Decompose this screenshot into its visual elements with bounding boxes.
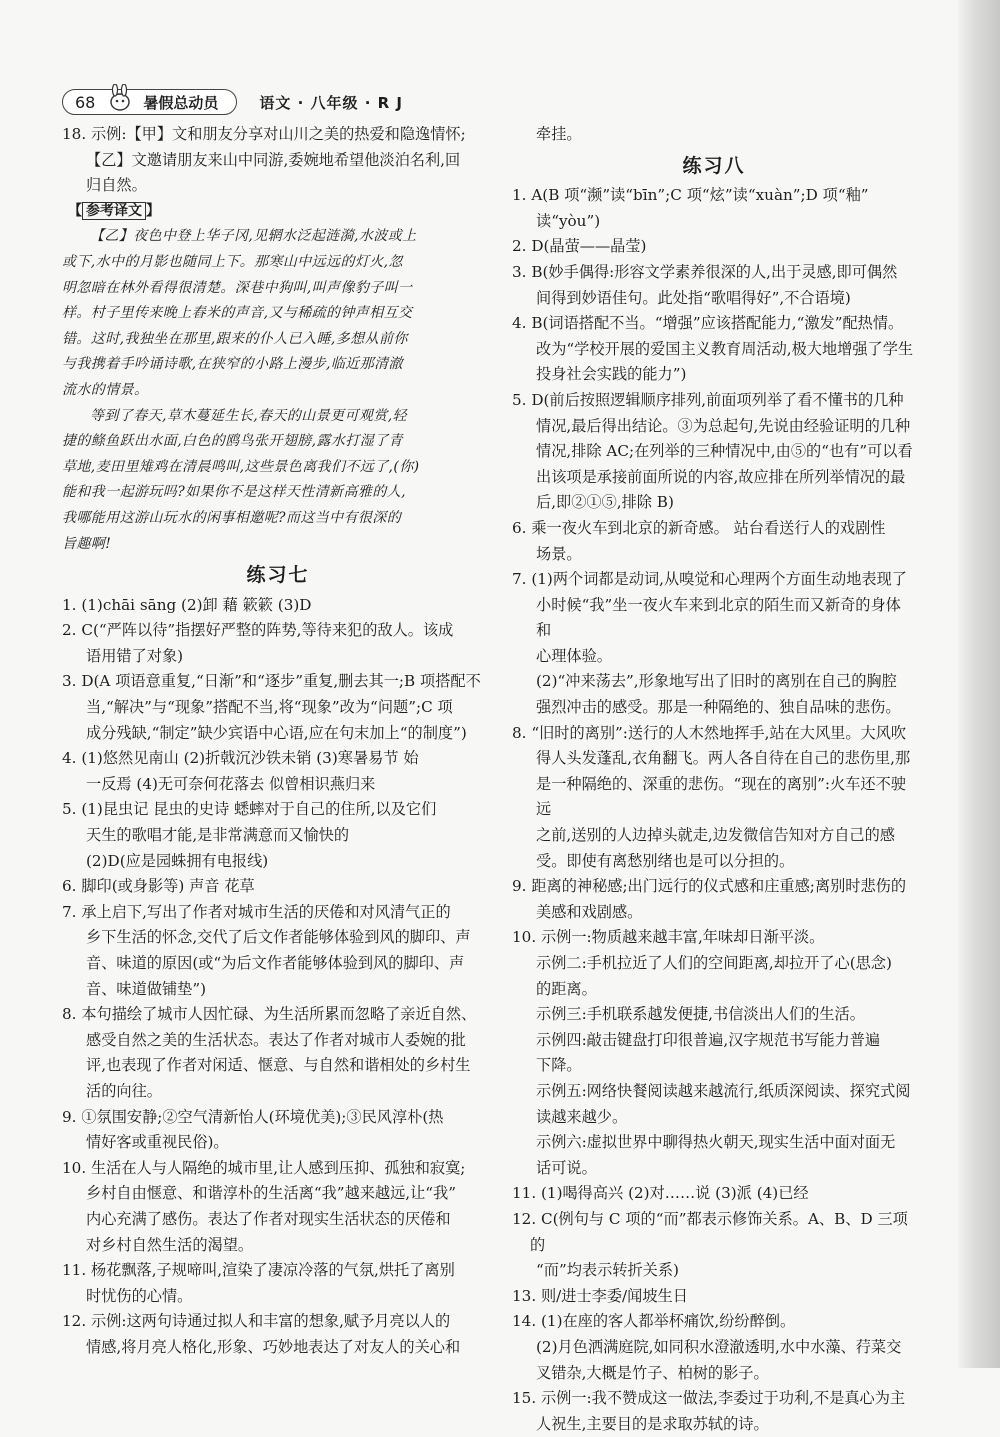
answer-8-15: 15. 示例一:我不赞成这一做法,李委过于功利,不是真心为主 bbox=[512, 1389, 906, 1408]
answer-7-6: 6. 脚印(或身影等) 声音 花草 bbox=[62, 877, 255, 896]
answer-7-5-cont: (2)D(应是园蛛拥有电报线) bbox=[86, 851, 269, 870]
answer-8-10-cont: 话可说。 bbox=[536, 1158, 597, 1177]
answer-8-10-cont: 示例二:手机拉近了人们的空间距离,却拉开了心(思念) bbox=[536, 954, 892, 972]
answer-8-3: 3. B(妙手偶得:形容文学素养很深的人,出于灵感,即可偶然 bbox=[512, 262, 898, 281]
section-title-8: 练习八 bbox=[682, 154, 746, 177]
answer-8-6: 6. 乘一夜火车到北京的新奇感。 站台看送行人的戏剧性 bbox=[512, 518, 886, 537]
translation-line: 明忽暗在林外看得很清楚。深巷中狗叫,叫声像豹子叫一 bbox=[62, 279, 413, 296]
answer-8-8-cont: 得人头发蓬乱,衣角翻飞。两人各自待在自己的悲伤里,那 bbox=[536, 749, 911, 768]
translation-line: 我哪能用这游山玩水的闲事相邀呢?而这当中有很深的 bbox=[62, 509, 402, 526]
answer-8-11: 11. (1)喝得高兴 (2)对……说 (3)派 (4)已经 bbox=[512, 1184, 809, 1203]
answer-8-10-cont: 示例四:敲击键盘打印很普遍,汉字规范书写能力普遍 bbox=[536, 1030, 881, 1049]
answer-7-2: 2. C(“严阵以待”指摆好严整的阵势,等待来犯的敌人。该成 bbox=[62, 621, 454, 640]
answer-7-2-cont: 语用错了对象) bbox=[86, 646, 184, 665]
answer-8-7: 7. (1)两个词都是动词,从嗅觉和心理两个方面生动地表现了 bbox=[512, 570, 907, 589]
answer-8-3-cont: 间得到妙语佳句。此处指“歌唱得好”,不合语境) bbox=[536, 288, 851, 307]
answer-7-9-cont: 情好客或重视民俗)。 bbox=[86, 1133, 229, 1152]
answer-8-7-cont: 强烈冲击的感受。那是一种隔绝的、独自品味的悲伤。 bbox=[536, 698, 901, 717]
answer-8-10-cont: 下降。 bbox=[536, 1056, 582, 1075]
answer-8-5-cont: 情况,排除 AC;在列举的三种情况中,由⑤的“也有”可以看 bbox=[536, 442, 913, 461]
answer-8-10-cont: 的距离。 bbox=[536, 979, 597, 998]
answer-8-5-cont: 出该项是承接前面所说的内容,故应排在所列举情况的最 bbox=[536, 467, 906, 486]
translation-line: 草地,麦田里雉鸡在清晨鸣叫,这些景色离我们不远了,(你) bbox=[62, 458, 420, 475]
brand-title: 暑假总动员 bbox=[143, 93, 219, 112]
answer-7-10-cont: 内心充满了感伤。表达了作者对现实生活状态的厌倦和 bbox=[86, 1209, 451, 1228]
answer-7-11: 11. 杨花飘落,子规啼叫,渲染了凄凉冷落的气氛,烘托了离别 bbox=[62, 1261, 455, 1280]
translation-line: 错。这时,我独坐在那里,跟来的仆人已入睡,多想从前你 bbox=[62, 330, 408, 347]
answer-8-1: 1. A(B 项“濒”读“bīn”;C 项“炫”读“xuàn”;D 项“釉” bbox=[512, 186, 869, 205]
answer-8-7-cont: 心理体验。 bbox=[536, 646, 612, 665]
answer-7-4: 4. (1)悠然见南山 (2)折戟沉沙铁未销 (3)寒暑易节 始 bbox=[62, 749, 419, 768]
left-column bbox=[62, 122, 494, 1361]
answer-8-8-cont: 是一种隔绝的、深重的悲伤。“现在的离别”:火车还不驶远 bbox=[536, 774, 906, 819]
answer-8-5-cont: 后,即②①⑤,排除 B) bbox=[536, 493, 674, 512]
answer-7-9: 9. ①氛围安静;②空气清新怡人(环境优美);③民风淳朴(热 bbox=[62, 1107, 444, 1126]
answer-7-8: 8. 本句描绘了城市人因忙碌、为生活所累而忽略了亲近自然、 bbox=[62, 1005, 477, 1024]
subject-label: 语文 · 八年级 · R J bbox=[259, 93, 404, 112]
answer-7-12-end: 牵挂。 bbox=[536, 125, 582, 143]
answer-7-3: 3. D(A 项语意重复,“日渐”和“逐步”重复,删去其一;B 项搭配不 bbox=[62, 672, 481, 691]
answer-8-10-cont: 示例五:网络快餐阅读越来越流行,纸质深阅读、探究式阅 bbox=[536, 1081, 911, 1100]
translation-line: 能和我一起游玩吗?如果你不是这样天性清新高雅的人, bbox=[62, 484, 406, 501]
answer-8-14-cont: 叉错杂,大概是竹子、柏树的影子。 bbox=[536, 1363, 769, 1382]
answer-7-7-cont: 乡下生活的怀念,交代了后文作者能够体验到风的脚印、声 bbox=[86, 928, 471, 947]
answer-8-14-cont: (2)月色洒满庭院,如同积水澄澈透明,水中水藻、荇菜交 bbox=[536, 1337, 902, 1356]
reference-translation-label: 【 参考译文 】 bbox=[68, 202, 160, 219]
answer-8-9-cont: 美感和戏剧感。 bbox=[536, 902, 643, 921]
answer-7-5: 5. (1)昆虫记 昆虫的史诗 蟋蟀对于自己的住所,以及它们 bbox=[62, 800, 437, 819]
answer-8-7-cont: (2)“冲来荡去”,形象地写出了旧时的离别在自己的胸腔 bbox=[536, 672, 897, 691]
answer-7-7-cont: 音、味道的原因(或“为后文作者能够体验到风的脚印、声 bbox=[86, 954, 465, 972]
answer-8-4-cont: 改为“学校开展的爱国主义教育周活动,极大地增强了学生 bbox=[536, 339, 914, 358]
answer-8-8-cont: 受。即使有离愁别绪也是可以分担的。 bbox=[536, 851, 795, 870]
answer-18: 18. 示例:【甲】文和朋友分享对山川之美的热爱和隐逸情怀; bbox=[62, 125, 466, 143]
mascot-icon bbox=[105, 84, 135, 114]
answer-8-7-cont: 小时候“我”坐一夜火车来到北京的陌生而又新奇的身体和 bbox=[536, 595, 901, 640]
answer-7-10: 10. 生活在人与人隔绝的城市里,让人感到压抑、孤独和寂寞; bbox=[62, 1158, 466, 1177]
answer-7-8-cont: 评,也表现了作者对闲适、惬意、与自然和谐相处的乡村生 bbox=[86, 1056, 471, 1075]
answer-7-8-cont: 感受自然之美的生活状态。表达了作者对城市人委婉的批 bbox=[86, 1030, 466, 1049]
answer-7-12: 12. 示例:这两句诗通过拟人和丰富的想象,赋予月亮以人的 bbox=[62, 1312, 451, 1331]
translation-line: 或下,水中的月影也随同上下。那寒山中远远的灯火,忽 bbox=[62, 253, 403, 270]
answer-7-10-cont: 乡村自由惬意、和谐淳朴的生活离“我”越来越远,让“我” bbox=[86, 1184, 457, 1203]
translation-block bbox=[62, 224, 494, 557]
answer-7-1: 1. (1)chāi sāng (2)卸 藉 簌簌 (3)D bbox=[62, 595, 312, 614]
answer-8-5: 5. D(前后按照逻辑顺序排列,前面项列举了看不懂书的几种 bbox=[512, 390, 904, 409]
answer-18-line2: 【乙】文邀请朋友来山中同游,委婉地希望他淡泊名利,回 bbox=[86, 150, 461, 169]
answer-7-4-cont: 一反焉 (4)无可奈何花落去 似曾相识燕归来 bbox=[86, 774, 376, 793]
answer-7-12-cont: 情感,将月亮人格化,形象、巧妙地表达了对友人的关心和 bbox=[86, 1337, 461, 1356]
translation-line: 与我携着手吟诵诗歌,在狭窄的小路上漫步,临近那清澈 bbox=[62, 356, 403, 373]
answer-7-3-cont: 成分残缺,“制定”缺少宾语中心语,应在句末加上“的制度”) bbox=[86, 723, 467, 742]
answer-8-13: 13. 则/进士李委/闻坡生日 bbox=[512, 1286, 688, 1305]
answer-7-11-cont: 时忧伤的心情。 bbox=[86, 1286, 193, 1305]
translation-line: 【乙】夜色中登上华子冈,见辋水泛起涟漪,水波或上 bbox=[90, 228, 417, 245]
answer-8-15-cont: 人祝生,主要目的是求取苏轼的诗。 bbox=[536, 1414, 769, 1433]
answer-8-8-cont: 之前,送别的人边掉头就走,边发微信告知对方自己的感 bbox=[536, 826, 895, 845]
answer-7-7: 7. 承上启下,写出了作者对城市生活的厌倦和对风清气正的 bbox=[62, 902, 451, 921]
answer-8-10-cont: 读越来越少。 bbox=[536, 1107, 628, 1126]
translation-line: 样。村子里传来晚上舂米的声音,又与稀疏的钟声相互交 bbox=[62, 305, 413, 322]
translation-line: 流水的情景。 bbox=[62, 381, 149, 398]
answer-8-4: 4. B(词语搭配不当。“增强”应该搭配能力,“激发”配热情。 bbox=[512, 314, 904, 333]
translation-line: 捷的鲦鱼跃出水面,白色的鸥鸟张开翅膀,露水打湿了青 bbox=[62, 433, 403, 450]
page-number-pill bbox=[62, 89, 237, 115]
right-column bbox=[512, 122, 916, 1437]
answer-8-12: 12. C(例句与 C 项的“而”都表示修饰关系。A、B、D 三项的 bbox=[512, 1209, 908, 1254]
answer-8-8: 8. “旧时的离别”:送行的人木然地挥手,站在大风里。大风吹 bbox=[512, 723, 907, 742]
answer-8-10: 10. 示例一:物质越来越丰富,年味却日渐平淡。 bbox=[512, 928, 825, 947]
page-header bbox=[62, 88, 492, 116]
answer-8-5-cont: 情况,最后得出结论。③为总起句,先说由经验证明的几种 bbox=[536, 416, 911, 435]
page-number: 68 bbox=[75, 92, 96, 112]
section-title-7: 练习七 bbox=[246, 564, 310, 587]
answer-7-10-cont: 对乡村自然生活的渴望。 bbox=[86, 1235, 254, 1254]
answer-8-2: 2. D(晶萤——晶莹) bbox=[512, 237, 647, 256]
translation-line: 旨趣啊! bbox=[62, 535, 112, 552]
answer-8-10-cont: 示例六:虚拟世界中聊得热火朝天,现实生活中面对面无 bbox=[536, 1133, 896, 1152]
answer-8-14: 14. (1)在座的客人都举杯痛饮,纷纷醉倒。 bbox=[512, 1312, 796, 1331]
answer-7-8-cont: 活的向往。 bbox=[86, 1081, 162, 1100]
page-edge-shadow bbox=[958, 0, 1000, 1368]
answer-18-line3: 归自然。 bbox=[86, 176, 147, 195]
answer-7-3-cont: 当,“解决”与“现象”搭配不当,将“现象”改为“问题”;C 项 bbox=[86, 698, 453, 717]
answer-8-6-cont: 场景。 bbox=[536, 544, 582, 563]
answer-7-5-cont: 天生的歌唱才能,是非常满意而又愉快的 bbox=[86, 826, 350, 845]
answer-8-4-cont: 投身社会实践的能力”) bbox=[536, 365, 687, 384]
answer-8-10-cont: 示例三:手机联系越发便捷,书信淡出人们的生活。 bbox=[536, 1005, 865, 1024]
answer-8-1-cont: 读“yòu”) bbox=[536, 211, 601, 230]
translation-line: 等到了春天,草木蔓延生长,春天的山景更可观赏,轻 bbox=[90, 407, 407, 424]
answer-8-12-cont: “而”均表示转折关系) bbox=[536, 1261, 679, 1280]
answer-7-7-cont: 音、味道做铺垫”) bbox=[86, 979, 207, 998]
answer-8-9: 9. 距离的神秘感;出门远行的仪式感和庄重感;离别时悲伤的 bbox=[512, 877, 907, 896]
